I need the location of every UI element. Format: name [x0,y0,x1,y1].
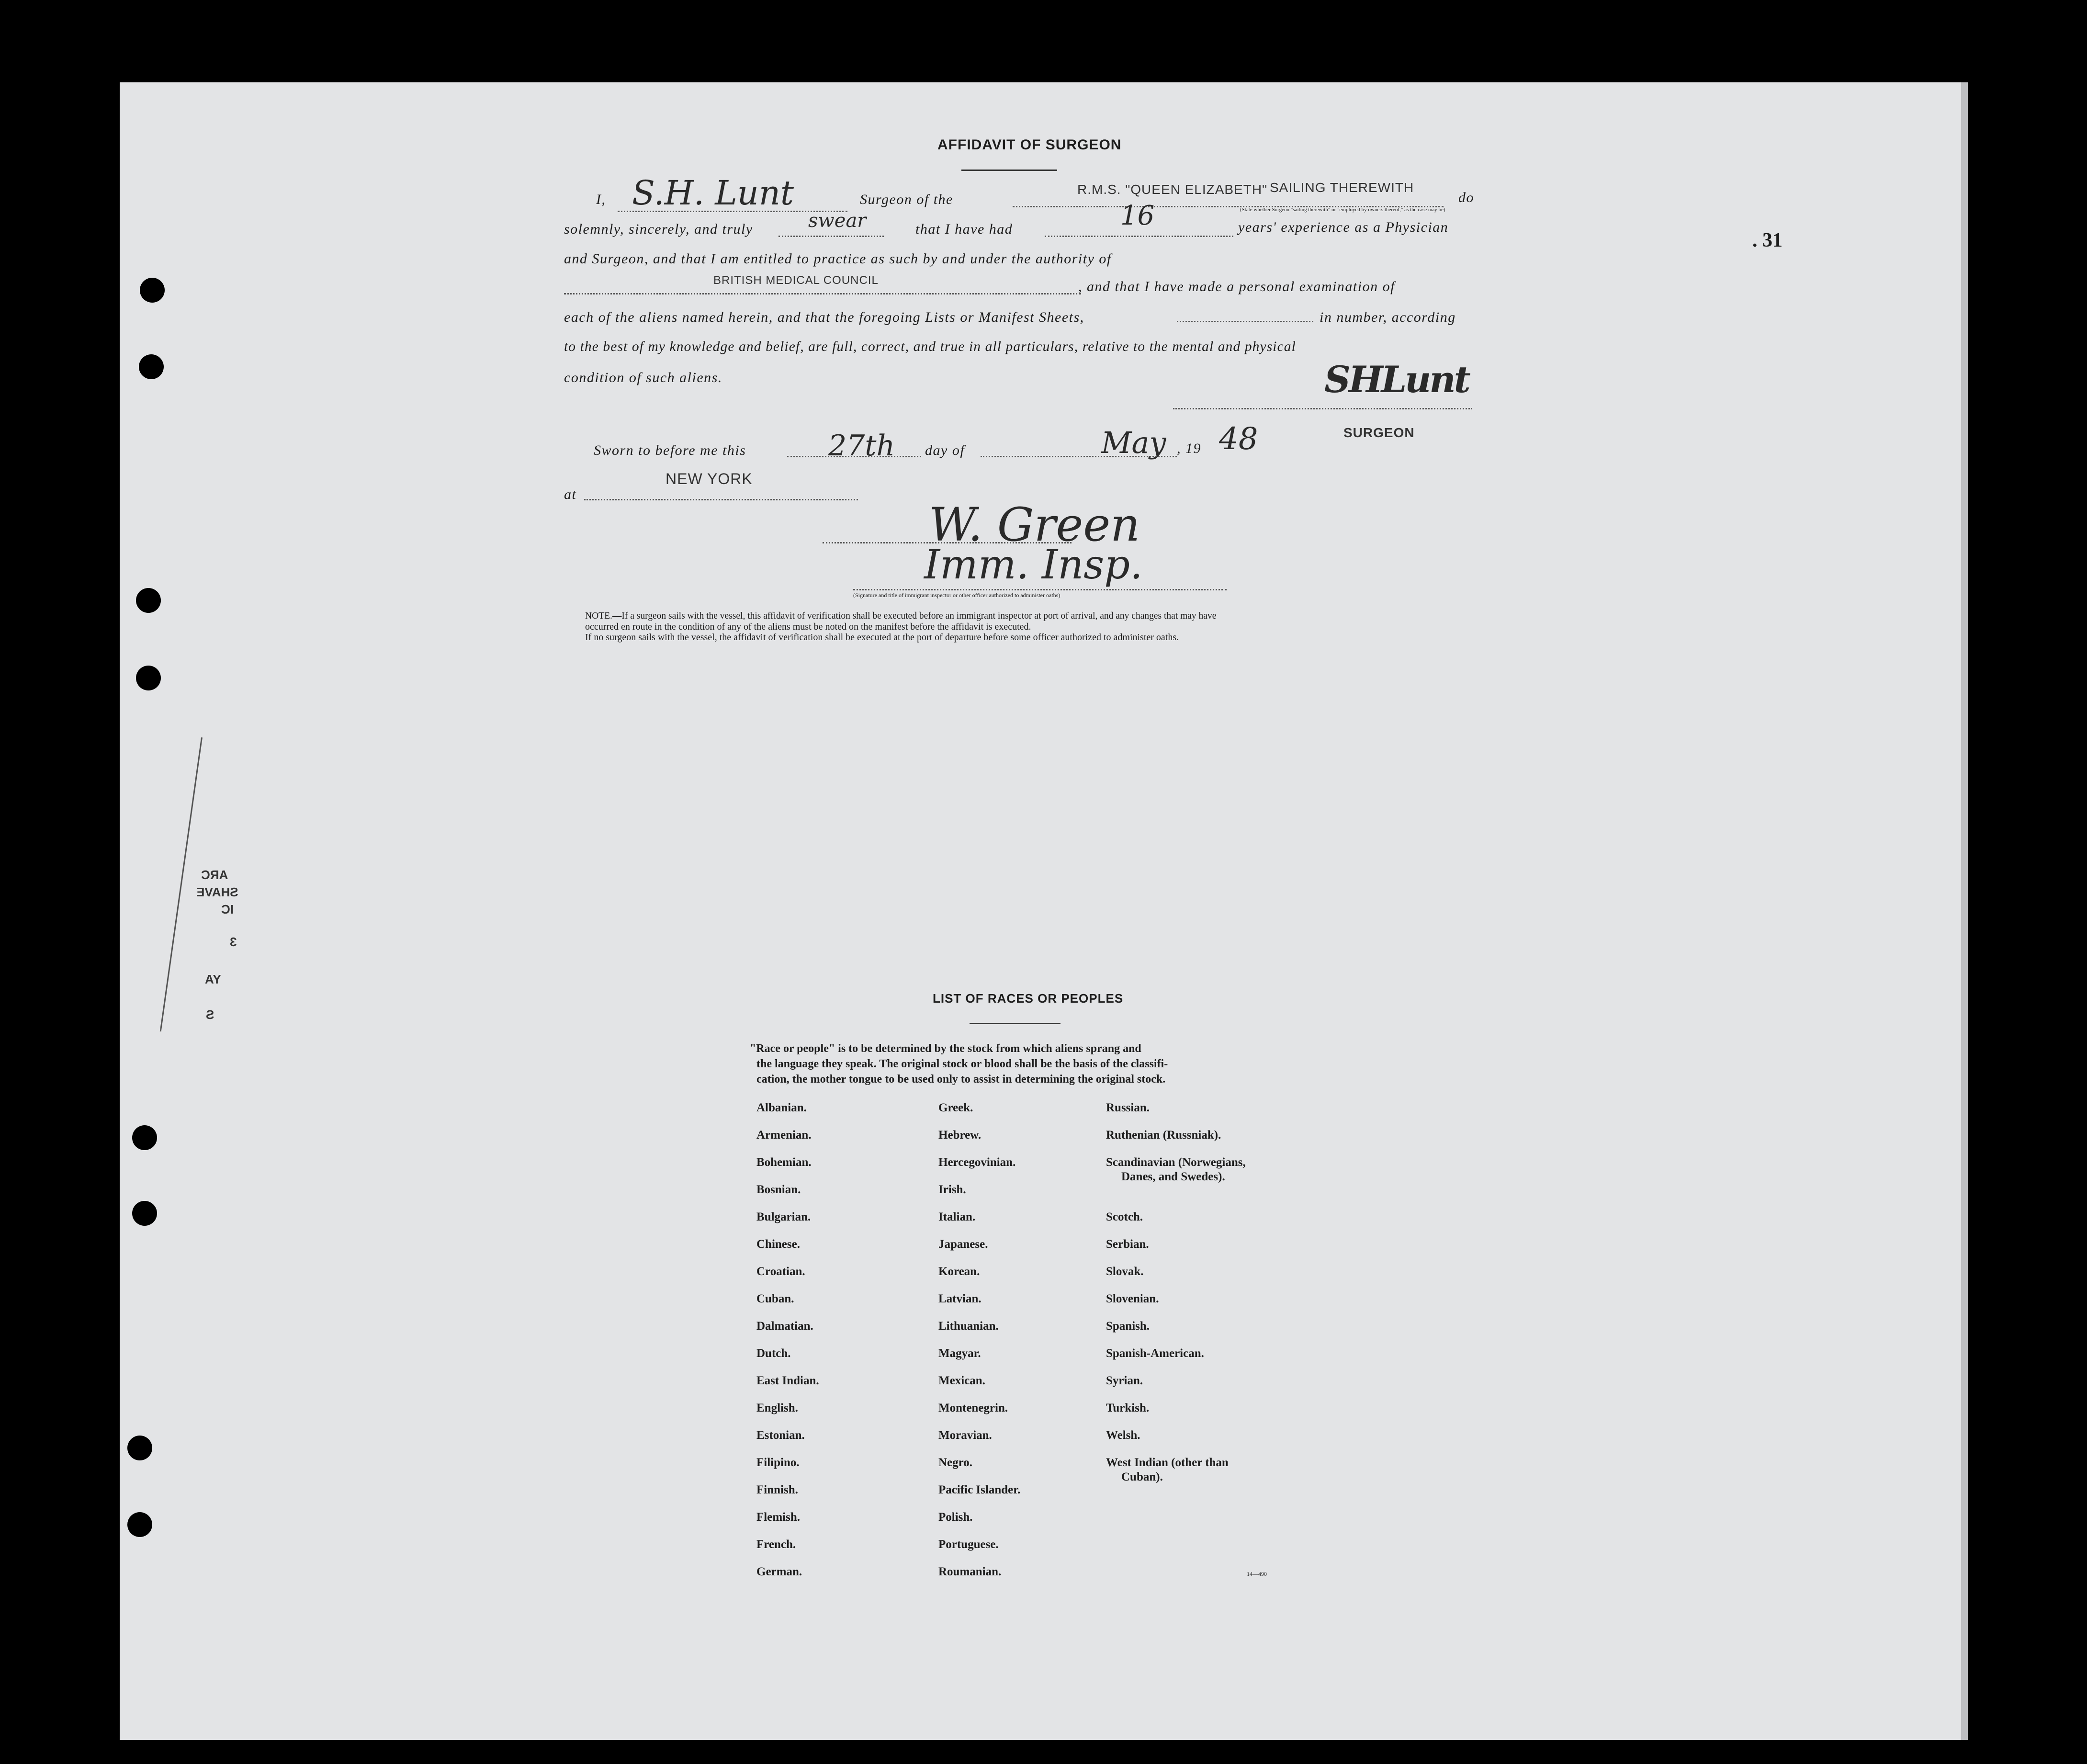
punch-hole [127,1512,152,1537]
race-item: Finnish. [756,1483,798,1496]
blank-line [1045,236,1233,237]
race-item: Chinese. [756,1238,800,1251]
official-signature: W. Green [929,498,1140,552]
blank-line [1177,321,1313,322]
place-stamp: NEW YORK [666,470,753,487]
text-line-5-end: in number, according [1320,309,1456,325]
race-item: Slovenian. [1106,1292,1159,1305]
punch-hole [139,354,164,379]
race-item: Irish. [938,1183,966,1196]
oath-word-handwritten: swear [808,210,867,232]
race-item: Russian. [1106,1101,1150,1114]
text-surgeon-of-the: Surgeon of the [860,192,953,207]
race-item: Danes, and Swedes). [1121,1170,1225,1183]
races-title-underline [970,1023,1060,1024]
race-item: Bulgarian. [756,1210,811,1223]
race-item: Roumanian. [938,1565,1002,1578]
race-item: Greek. [938,1101,973,1114]
race-item: Flemish. [756,1511,800,1524]
surgeon-label-stamp: SURGEON [1343,425,1415,440]
race-item: Turkish. [1106,1402,1150,1414]
official-title-handwritten: Imm. Insp. [924,541,1143,588]
race-item: Estonian. [756,1429,805,1442]
blank-line [787,456,921,457]
races-intro-1: "Race or people" is to be determined by the stock from which aliens sprang and [750,1042,1141,1055]
punch-hole [132,1125,157,1150]
punch-hole [136,666,161,690]
day-handwritten: 27th [828,429,895,463]
document-sheet [120,82,1963,1740]
signature-line [1173,408,1472,409]
text-line-3: and Surgeon, and that I am entitled to practice as such by and under the authority of [564,251,1112,267]
form-number: 14—490 [1247,1571,1267,1577]
race-item: Ruthenian (Russniak). [1106,1129,1221,1142]
race-item: Filipino. [756,1456,800,1469]
race-item: Dalmatian. [756,1320,813,1333]
race-item: Polish. [938,1511,973,1524]
month-handwritten: May [1101,425,1166,460]
race-item: Bohemian. [756,1156,812,1169]
races-title: LIST OF RACES OR PEOPLES [933,991,1124,1006]
vessel-name-stamp: R.M.S. "QUEEN ELIZABETH" [1077,182,1268,197]
race-item: Moravian. [938,1429,992,1442]
punch-hole [140,278,165,303]
punch-hole [136,588,161,613]
margin-fragment: ARC [201,868,228,882]
blank-line [778,236,884,237]
race-item: Scotch. [1106,1210,1143,1223]
punch-hole [132,1201,157,1226]
race-item: Syrian. [1106,1374,1143,1387]
race-item: Cuban. [756,1292,794,1305]
race-item: Latvian. [938,1292,981,1305]
race-item: Mexican. [938,1374,985,1387]
race-item: Serbian. [1106,1238,1149,1251]
race-item: West Indian (other than [1106,1456,1229,1469]
text-line-5-start: each of the aliens named herein, and that the foregoing Lists or Manifest Sheets, [564,309,1084,325]
blank-line [584,499,858,500]
race-item: Korean. [938,1265,980,1278]
note-line-2: occurred en route in the condition of any of the aliens must be noted on the manifest before the affidavit is executed. [585,622,1031,632]
race-item: Welsh. [1106,1429,1140,1442]
margin-fragment: S [206,1007,214,1022]
race-item: English. [756,1402,798,1414]
blank-line [981,456,1177,457]
race-item: Armenian. [756,1129,812,1142]
sailing-status-stamp: SAILING THEREWITH [1270,180,1414,195]
text-line-4-end: , and that I have made a personal examination of [1078,279,1395,294]
race-item: German. [756,1565,802,1578]
race-item: Spanish-American. [1106,1347,1204,1360]
race-item: Montenegrin. [938,1402,1008,1414]
text-at: at [564,486,577,502]
authority-stamp: BRITISH MEDICAL COUNCIL [713,274,879,287]
state-note: (State whether Surgeon "sailing therewith" or "employed by owners thereof," as the case may be) [1240,207,1445,213]
punch-hole [127,1436,152,1460]
surgeon-name-handwritten: S.H. Lunt [632,173,794,213]
surgeon-signature: SHLunt [1324,358,1469,401]
race-item: Albanian. [756,1101,807,1114]
race-item: Lithuanian. [938,1320,999,1333]
note-line-3: If no surgeon sails with the vessel, the affidavit of verification shall be executed at the port of departure before some officer authorized to administer oaths. [585,632,1179,643]
official-caption: (Signature and title of immigrant inspector or other officer authorized to administer oaths) [853,592,1060,599]
text-do: do [1458,190,1474,205]
race-item: East Indian. [756,1374,819,1387]
years-handwritten: 16 [1120,200,1155,231]
race-item: Magyar. [938,1347,981,1360]
race-item: Cuban). [1121,1470,1163,1483]
race-item: Italian. [938,1210,976,1223]
text-day-of: day of [925,442,965,458]
margin-fragment: SHAVE [196,885,238,899]
affidavit-title: AFFIDAVIT OF SURGEON [937,137,1122,153]
race-item: Scandinavian (Norwegians, [1106,1156,1246,1169]
margin-fragment: 3 [230,935,237,949]
document-edge [1961,82,1968,1740]
race-item: Dutch. [756,1347,791,1360]
text-that-i-have-had: that I have had [915,221,1013,237]
margin-fragment: YA [205,972,221,986]
race-item: Portuguese. [938,1538,999,1551]
note-line-1: NOTE.—If a surgeon sails with the vessel, this affidavit of verification shall be executed before an immigrant inspector at port of arrival, and any changes that may have [585,611,1217,621]
signature-line [853,589,1227,590]
race-item: Bosnian. [756,1183,801,1196]
text-solemnly: solemnly, sincerely, and truly [564,221,753,237]
margin-fragment: IC [221,902,234,916]
text-year-prefix: , 19 [1177,441,1201,456]
title-underline [961,170,1057,171]
races-intro-2: the language they speak. The original stock or blood shall be the basis of the classifi- [756,1058,1168,1070]
race-item: Slovak. [1106,1265,1144,1278]
text-i: I, [596,192,606,207]
races-intro-3: cation, the mother tongue to be used only to assist in determining the original stock. [756,1073,1166,1086]
text-line-6: to the best of my knowledge and belief, are full, correct, and true in all particulars, relative to the mental and physical [564,339,1296,354]
race-item: Negro. [938,1456,973,1469]
text-sworn-before: Sworn to before me this [594,442,746,458]
blank-line [564,293,1081,294]
year-handwritten: 48 [1219,421,1258,457]
race-item: Hercegovinian. [938,1156,1016,1169]
text-years-experience: years' experience as a Physician [1238,219,1449,235]
race-item: Croatian. [756,1265,805,1278]
race-item: French. [756,1538,796,1551]
race-item: Spanish. [1106,1320,1150,1333]
race-item: Pacific Islander. [938,1483,1021,1496]
race-item: Hebrew. [938,1129,981,1142]
text-line-7: condition of such aliens. [564,370,722,385]
page-number: . 31 [1752,229,1782,251]
race-item: Japanese. [938,1238,988,1251]
